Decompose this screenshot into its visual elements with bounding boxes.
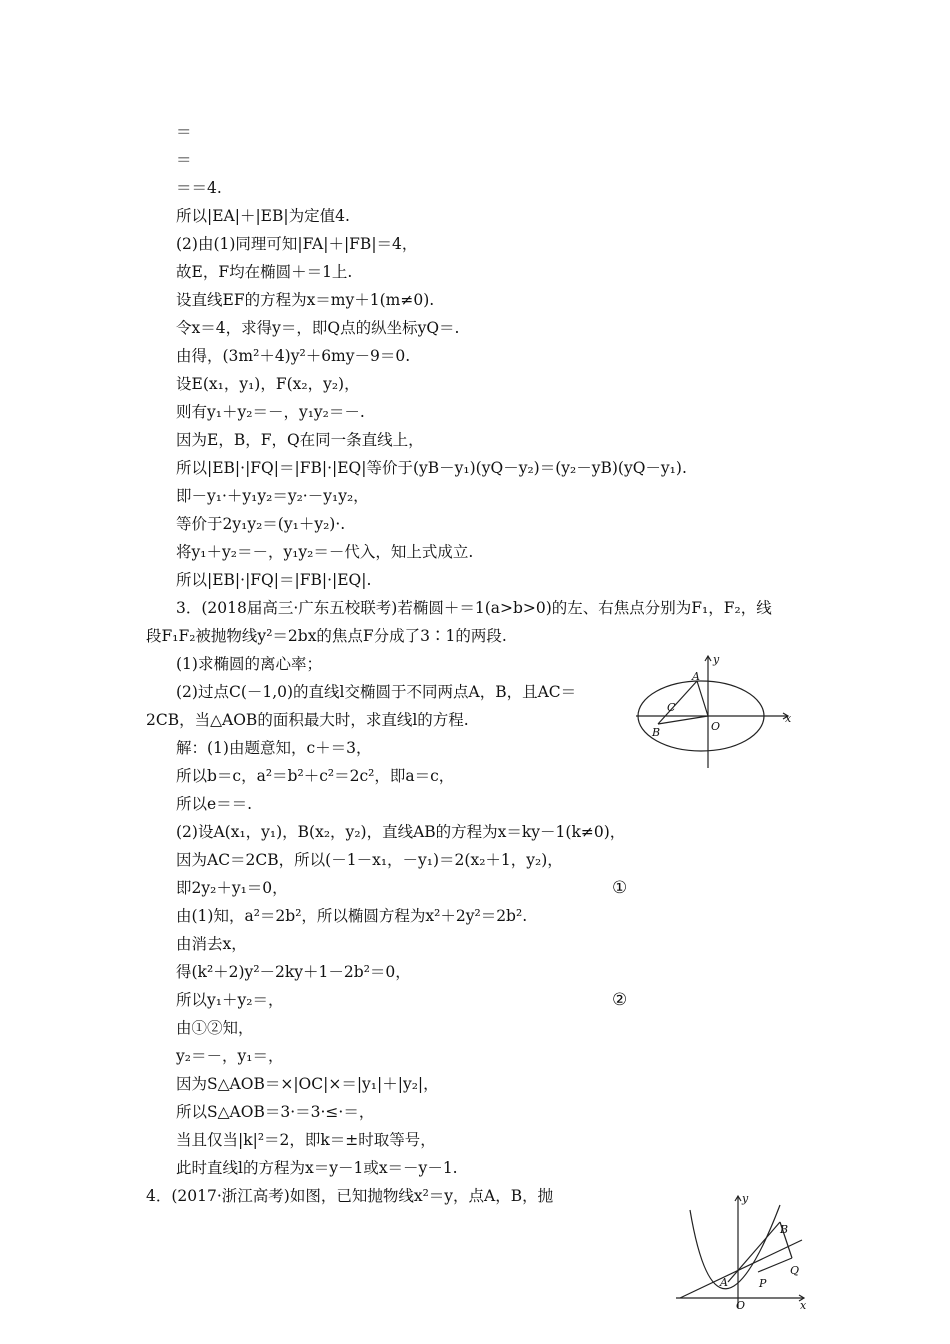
circled-marker-2: ② <box>612 990 628 1010</box>
text-line: 2CB，当△AOB的面积最大时，求直线l的方程. <box>146 711 469 729</box>
label-b: B <box>652 726 661 739</box>
segment-ao <box>697 681 708 716</box>
text-line: 因为S△AOB＝×|OC|×＝|y₁|＋|y₂|， <box>176 1075 439 1093</box>
text-line: 令x＝4，求得y＝，即Q点的纵坐标yQ＝. <box>176 319 460 337</box>
solution-line: 解：(1)由题意知，c＋＝3， <box>176 739 372 757</box>
text-line: (2)过点C(－1,0)的直线l交椭圆于不同两点A，B，且AC＝ <box>176 683 577 701</box>
label-x: x <box>800 1299 807 1310</box>
text-line: ＝ <box>176 123 192 141</box>
text-line: 则有y₁＋y₂＝－，y₁y₂＝－. <box>176 403 365 421</box>
text-line: 所以|EA|＋|EB|为定值4. <box>176 207 350 225</box>
text-line: (2)由(1)同理可知|FA|＋|FB|＝4， <box>176 235 418 253</box>
text-line: 所以y₁＋y₂＝， <box>176 991 284 1009</box>
text-line: 设直线EF的方程为x＝my＋1(m≠0). <box>176 291 435 309</box>
text-line: 由得，(3m²＋4)y²＋6my－9＝0. <box>176 347 411 365</box>
text-line: 故E，F均在椭圆＋＝1上. <box>176 263 353 281</box>
text-line: 所以e＝＝. <box>176 795 253 813</box>
text-line: 设E(x₁，y₁)，F(x₂，y₂)， <box>176 375 360 393</box>
text-line: 段F₁F₂被抛物线y²＝2bx的焦点F分成了3∶1的两段. <box>146 627 507 645</box>
label-o: O <box>736 1299 746 1310</box>
line-ab <box>728 1222 780 1282</box>
text-line: ＝＝4. <box>176 179 222 197</box>
text-line: y₂＝－，y₁＝， <box>176 1047 284 1065</box>
text-line: 所以|EB|·|FQ|＝|FB|·|EQ|等价于(yB－y₁)(yQ－y₂)＝(y₂－yB)(yQ－y₁). <box>176 459 687 477</box>
label-c: C <box>667 701 676 714</box>
text-line: 当且仅当|k|²＝2，即k＝±时取等号， <box>176 1131 436 1149</box>
text-line: 此时直线l的方程为x＝y－1或x＝－y－1. <box>176 1159 458 1177</box>
label-a: A <box>720 1276 728 1289</box>
text-line: 由①②知， <box>176 1019 254 1037</box>
label-o: O <box>711 720 721 733</box>
text-line: ＝ <box>176 151 192 169</box>
text-line: 将y₁＋y₂＝－，y₁y₂＝－代入，知上式成立. <box>176 543 474 561</box>
parabola-curve <box>690 1205 780 1289</box>
ellipse-figure <box>636 650 796 770</box>
problem-4-line: 4．(2017·浙江高考)如图，已知抛物线x²＝y，点A，B，抛 <box>146 1187 554 1205</box>
text-line: 因为E，B，F，Q在同一条直线上， <box>176 431 424 449</box>
text-line: 由消去x， <box>176 935 247 953</box>
label-y: y <box>713 653 720 666</box>
label-x: x <box>785 712 792 725</box>
text-line: 所以b＝c，a²＝b²＋c²＝2c²，即a＝c， <box>176 767 455 785</box>
segment-pq <box>758 1258 792 1272</box>
text-line: 因为AC＝2CB，所以(－1－x₁，－y₁)＝2(x₂＋1，y₂)， <box>176 851 563 869</box>
text-line: 所以S△AOB＝3·＝3·≤·＝， <box>176 1103 375 1121</box>
label-a: A <box>692 670 700 683</box>
text-line: 即2y₂＋y₁＝0， <box>176 879 288 897</box>
label-b: B <box>780 1223 789 1236</box>
segment-bo <box>658 716 708 724</box>
problem-3-line: 3．(2018届高三·广东五校联考)若椭圆＋＝1(a>b>0)的左、右焦点分别为F₁，F₂，线 <box>176 599 772 617</box>
text-line: (1)求椭圆的离心率； <box>176 655 322 673</box>
text-line: 所以|EB|·|FQ|＝|FB|·|EQ|. <box>176 571 372 589</box>
text-line: 由(1)知，a²＝2b²，所以椭圆方程为x²＋2y²＝2b². <box>176 907 528 925</box>
label-y: y <box>742 1192 749 1205</box>
label-p: P <box>759 1277 767 1290</box>
text-line: 即－y₁·＋y₁y₂＝y₂·－y₁y₂， <box>176 487 369 505</box>
text-line: (2)设A(x₁，y₁)，B(x₂，y₂)，直线AB的方程为x＝ky－1(k≠0)， <box>176 823 626 841</box>
label-q: Q <box>790 1264 800 1277</box>
text-line: 等价于2y₁y₂＝(y₁＋y₂)·. <box>176 515 346 533</box>
circled-marker-1: ① <box>612 878 628 898</box>
text-line: 得(k²＋2)y²－2ky＋1－2b²＝0， <box>176 963 411 981</box>
parabola-figure <box>672 1190 812 1310</box>
